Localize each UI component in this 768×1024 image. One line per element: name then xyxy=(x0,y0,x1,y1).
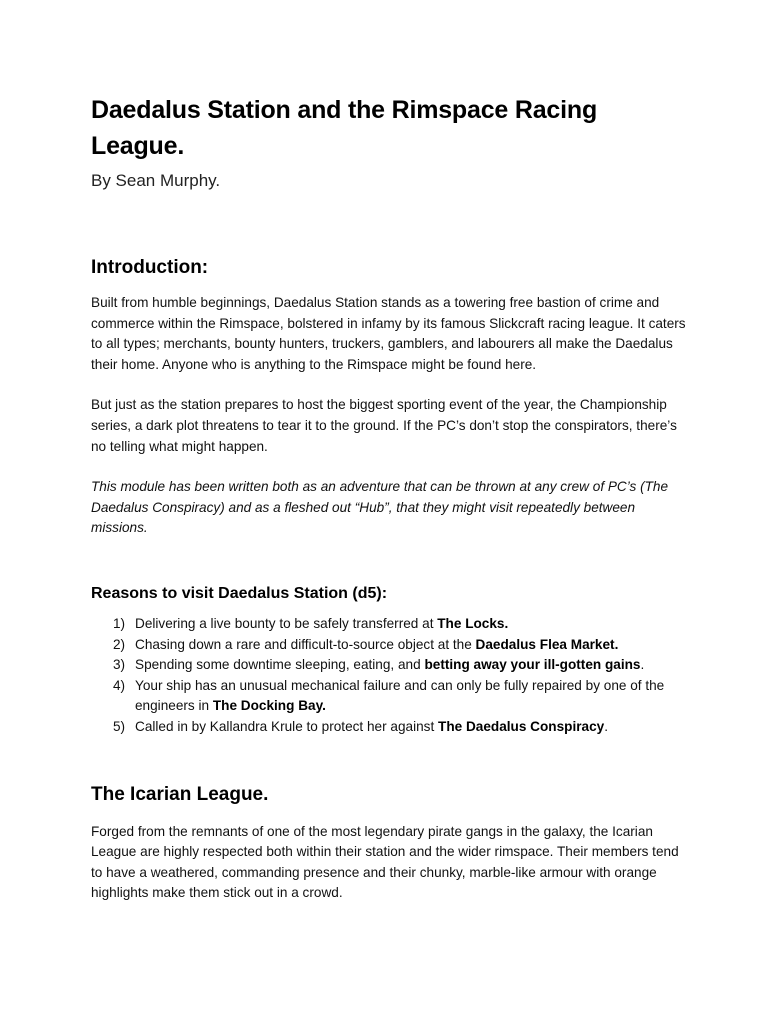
list-item-number: 4) xyxy=(113,677,126,693)
author-byline: By Sean Murphy. xyxy=(91,171,221,190)
introduction-paragraph: Built from humble beginnings, Daedalus Station stands as a towering free bastion of crime and commerce within the Rimspace, bolstered in infamy by its famous Slickcraft racing league. It caters to all types; merchants, bounty hunters, truckers, gamblers, and labourers all make the Daedalus their home. Anyone who is anything to the Rimspace might be found here. xyxy=(91,295,686,372)
reasons-heading: Reasons to visit Daedalus Station (d5): xyxy=(91,584,388,602)
list-item-text: Delivering a live bounty to be safely transferred at xyxy=(135,615,438,631)
icarian-league-heading: The Icarian League. xyxy=(91,783,269,805)
introduction-paragraph: But just as the station prepares to host the biggest sporting event of the year, the Championship series, a dark plot threatens to tear it to the ground. If the PC’s don’t stop the conspirators, there’s no telling what might happen. xyxy=(91,397,677,454)
document-page xyxy=(91,92,691,904)
list-item-text: Chasing down a rare and difficult-to-source object at the xyxy=(135,636,476,652)
list-item-text: Spending some downtime sleeping, eating, and xyxy=(135,657,425,673)
list-item-tail: . xyxy=(640,657,645,673)
list-item-number: 2) xyxy=(113,636,126,652)
list-item xyxy=(91,614,691,635)
list-item-number: 5) xyxy=(113,718,126,734)
list-item-bold-text: The Daedalus Conspiracy xyxy=(438,718,605,734)
list-item-bold-text: The Docking Bay. xyxy=(212,698,326,714)
introduction-heading: Introduction: xyxy=(91,257,209,278)
reasons-list xyxy=(91,614,691,738)
list-item-number: 3) xyxy=(113,657,126,673)
list-item xyxy=(91,655,691,676)
list-item-bold-text: Daedalus Flea Market. xyxy=(475,636,619,652)
list-item xyxy=(91,676,691,717)
list-item xyxy=(91,717,691,738)
list-item-bold-text: betting away your ill-gotten gains xyxy=(424,657,641,673)
list-item xyxy=(91,635,691,656)
list-item-text: Your ship has an unusual mechanical failure and can only be fully repaired by one of the engineers in xyxy=(135,677,665,714)
list-item-tail: . xyxy=(604,718,608,734)
list-item-bold-text: The Locks. xyxy=(437,615,509,631)
icarian-league-paragraph: Forged from the remnants of one of the most legendary pirate gangs in the galaxy, the Icarian League are highly respected both within their station and the wider rimspace. Their members tend to have a weathered, commanding presence and their chunky, marble-like armour with orange highlights make them stick out in a crowd. xyxy=(91,823,679,901)
list-item-text: Called in by Kallandra Krule to protect her against xyxy=(135,718,439,734)
module-note-paragraph: This module has been written both as an adventure that can be thrown at any crew of PC’s (The Daedalus Conspiracy) and as a fleshed out “Hub”, that they might visit repeatedly between missions. xyxy=(91,479,669,536)
document-title: Daedalus Station and the Rimspace Racing League. xyxy=(91,96,598,160)
list-item-number: 1) xyxy=(113,615,126,631)
